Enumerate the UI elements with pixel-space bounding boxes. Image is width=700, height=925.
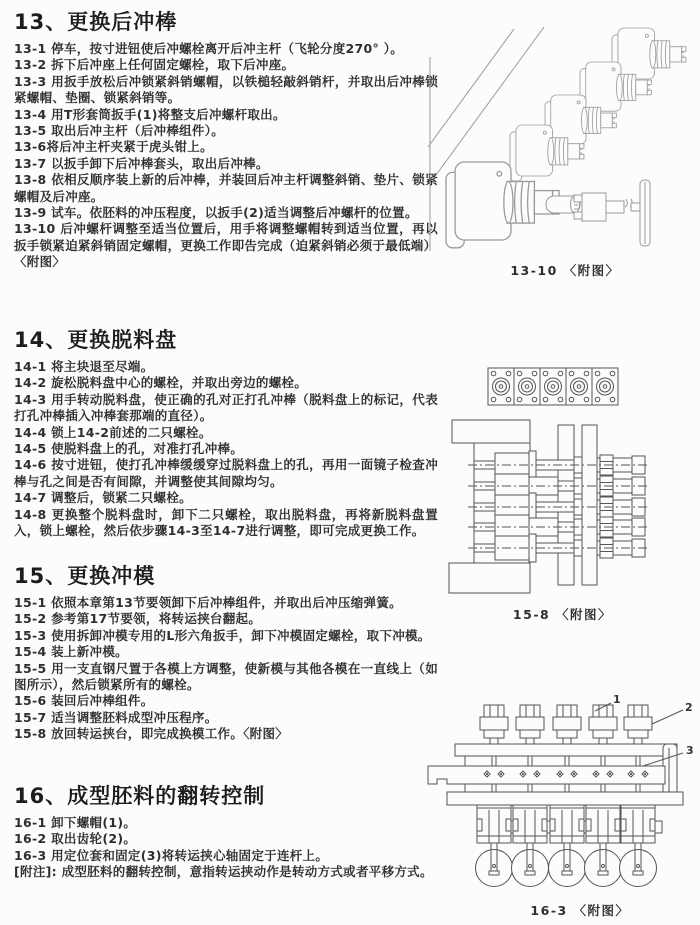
figure-16-3-drawing	[425, 692, 700, 899]
step-15-8: 15-8 放回转运挟台，即完成换模工作。〈附图〉	[14, 726, 289, 742]
section-13	[14, 10, 438, 271]
section-13-note: 〈附图〉	[14, 254, 66, 270]
step-15-5: 15-5 用一支直钢尺置于各模上方调整，使新模与其他各模在一直线上（如图所示），然后锁紧所有的螺栓。	[14, 660, 438, 693]
step-15-3: 15-3 使用拆卸冲模专用的L形六角扳手，卸下冲模固定螺栓，取下冲模。	[14, 627, 431, 643]
step-14-2: 14-2 旋松脱料盘中心的螺栓，并取出旁边的螺栓。	[14, 375, 308, 391]
step-13-5: 13-5 取出后冲主杆（后冲棒组件）。	[14, 123, 225, 139]
step-16-2: 16-2 取出齿轮(2)。	[14, 831, 137, 847]
section-16-note: [附注]: 成型胚料的翻转控制，意指转运挟动作是转动方式或者平移方式。	[14, 864, 433, 880]
step-13-6: 13-6将后冲主杆夹紧于虎头钳上。	[14, 139, 213, 155]
t-wrench-drawing	[574, 180, 650, 246]
figure-16-3-caption: 16-3 〈附图〉	[530, 903, 630, 918]
step-13-4: 13-4 用T形套筒扳手(1)将整支后冲螺杆取出。	[14, 106, 286, 122]
step-14-6: 14-6 按寸进钮，使打孔冲棒缓缓穿过脱料盘上的孔，再用一面镜子检查冲棒与孔之间是否有间隙，并调整使其间隙均匀。	[14, 457, 438, 489]
step-16-3: 16-3 用定位套和固定(3)将转运挟心轴固定于连杆上。	[14, 847, 329, 863]
step-13-2: 13-2 拆下后冲座上任何固定螺栓，取下后冲座。	[14, 57, 295, 73]
part-label-3: 3	[686, 744, 694, 757]
figure-13-10	[428, 25, 700, 263]
step-15-1: 15-1 依照本章第13节要领卸下后冲棒组件，并取出后冲压缩弹簧。	[14, 595, 402, 610]
step-13-1: 13-1 停车，按寸进钮使后冲螺栓离开后冲主杆（飞轮分度270° ）。	[14, 41, 404, 56]
part-label-1: 1	[613, 693, 621, 706]
step-14-4: 14-4 锁上14-2前述的二只螺栓。	[14, 424, 212, 440]
step-15-2: 15-2 参考第17节要领，将转运挟台翻起。	[14, 611, 262, 627]
step-14-7: 14-7 调整后，锁紧二只螺栓。	[14, 490, 192, 506]
step-14-3: 14-3 用手转动脱料盘，使正确的孔对正打孔冲棒（脱料盘上的标记，代表打孔冲棒插入冲棒套那端的直径）。	[14, 391, 438, 424]
step-14-1: 14-1 将主块退至尽端。	[14, 359, 154, 374]
step-13-3: 13-3 用扳手放松后冲锁紧斜销螺帽，以铁槌轻敲斜销杆，并取出后冲棒锁紧螺帽、垫圈、锁紧斜销等。	[14, 73, 438, 106]
step-13-7: 13-7 以扳手卸下后冲棒套头，取出后冲棒。	[14, 155, 269, 171]
step-15-7: 15-7 适当调整胚料成型冲压程序。	[14, 709, 218, 725]
step-15-6: 15-6 装回后冲棒组件。	[14, 693, 154, 709]
figure-15-8-caption: 15-8 〈附图〉	[512, 607, 613, 622]
section-15-heading: 15、更换冲模	[14, 564, 156, 588]
step-16-1: 16-1 卸下螺帽(1)。	[14, 815, 137, 830]
figure-13-10-caption: 13-10 〈附图〉	[510, 263, 620, 278]
section-15	[14, 564, 438, 743]
step-15-4: 15-4 装上新冲模。	[14, 644, 128, 660]
section-16-heading: 16、成型胚料的翻转控制	[14, 784, 266, 808]
part-label-2: 2	[685, 701, 693, 714]
step-13-9: 13-9 试车。依胚料的冲压程度，以扳手(2)适当调整后冲螺杆的位置。	[14, 205, 418, 221]
section-14	[14, 328, 438, 539]
step-13-8: 13-8 依相反顺序装上新的后冲棒，并装回后冲主杆调整斜销、垫片、锁紧螺帽及后冲座。	[14, 172, 438, 204]
figure-15-8-drawing	[438, 362, 690, 604]
figure-16-3	[425, 692, 700, 899]
section-13-heading: 13、更换后冲棒	[14, 10, 178, 34]
section-16	[14, 784, 438, 881]
figure-15-8	[438, 362, 690, 604]
step-14-8: 14-8 更换整个脱料盘时，卸下二只螺栓，取出脱料盘，再将新脱料盘置入，锁上螺栓，然后依步骤14-3至14-7进行调整，即可完成更换工作。	[14, 506, 438, 539]
figure-13-10-drawing	[428, 25, 700, 263]
step-14-5: 14-5 使脱料盘上的孔，对准打孔冲棒。	[14, 441, 244, 457]
step-13-10: 13-10 后冲螺杆调整至适当位置后，用手将调整螺帽转到适当位置，再以扳手锁紧迫紧斜销固定螺帽，更换工作即告完成（迫紧斜销必须于最低端）	[14, 221, 438, 253]
section-14-heading: 14、更换脱料盘	[14, 328, 178, 352]
